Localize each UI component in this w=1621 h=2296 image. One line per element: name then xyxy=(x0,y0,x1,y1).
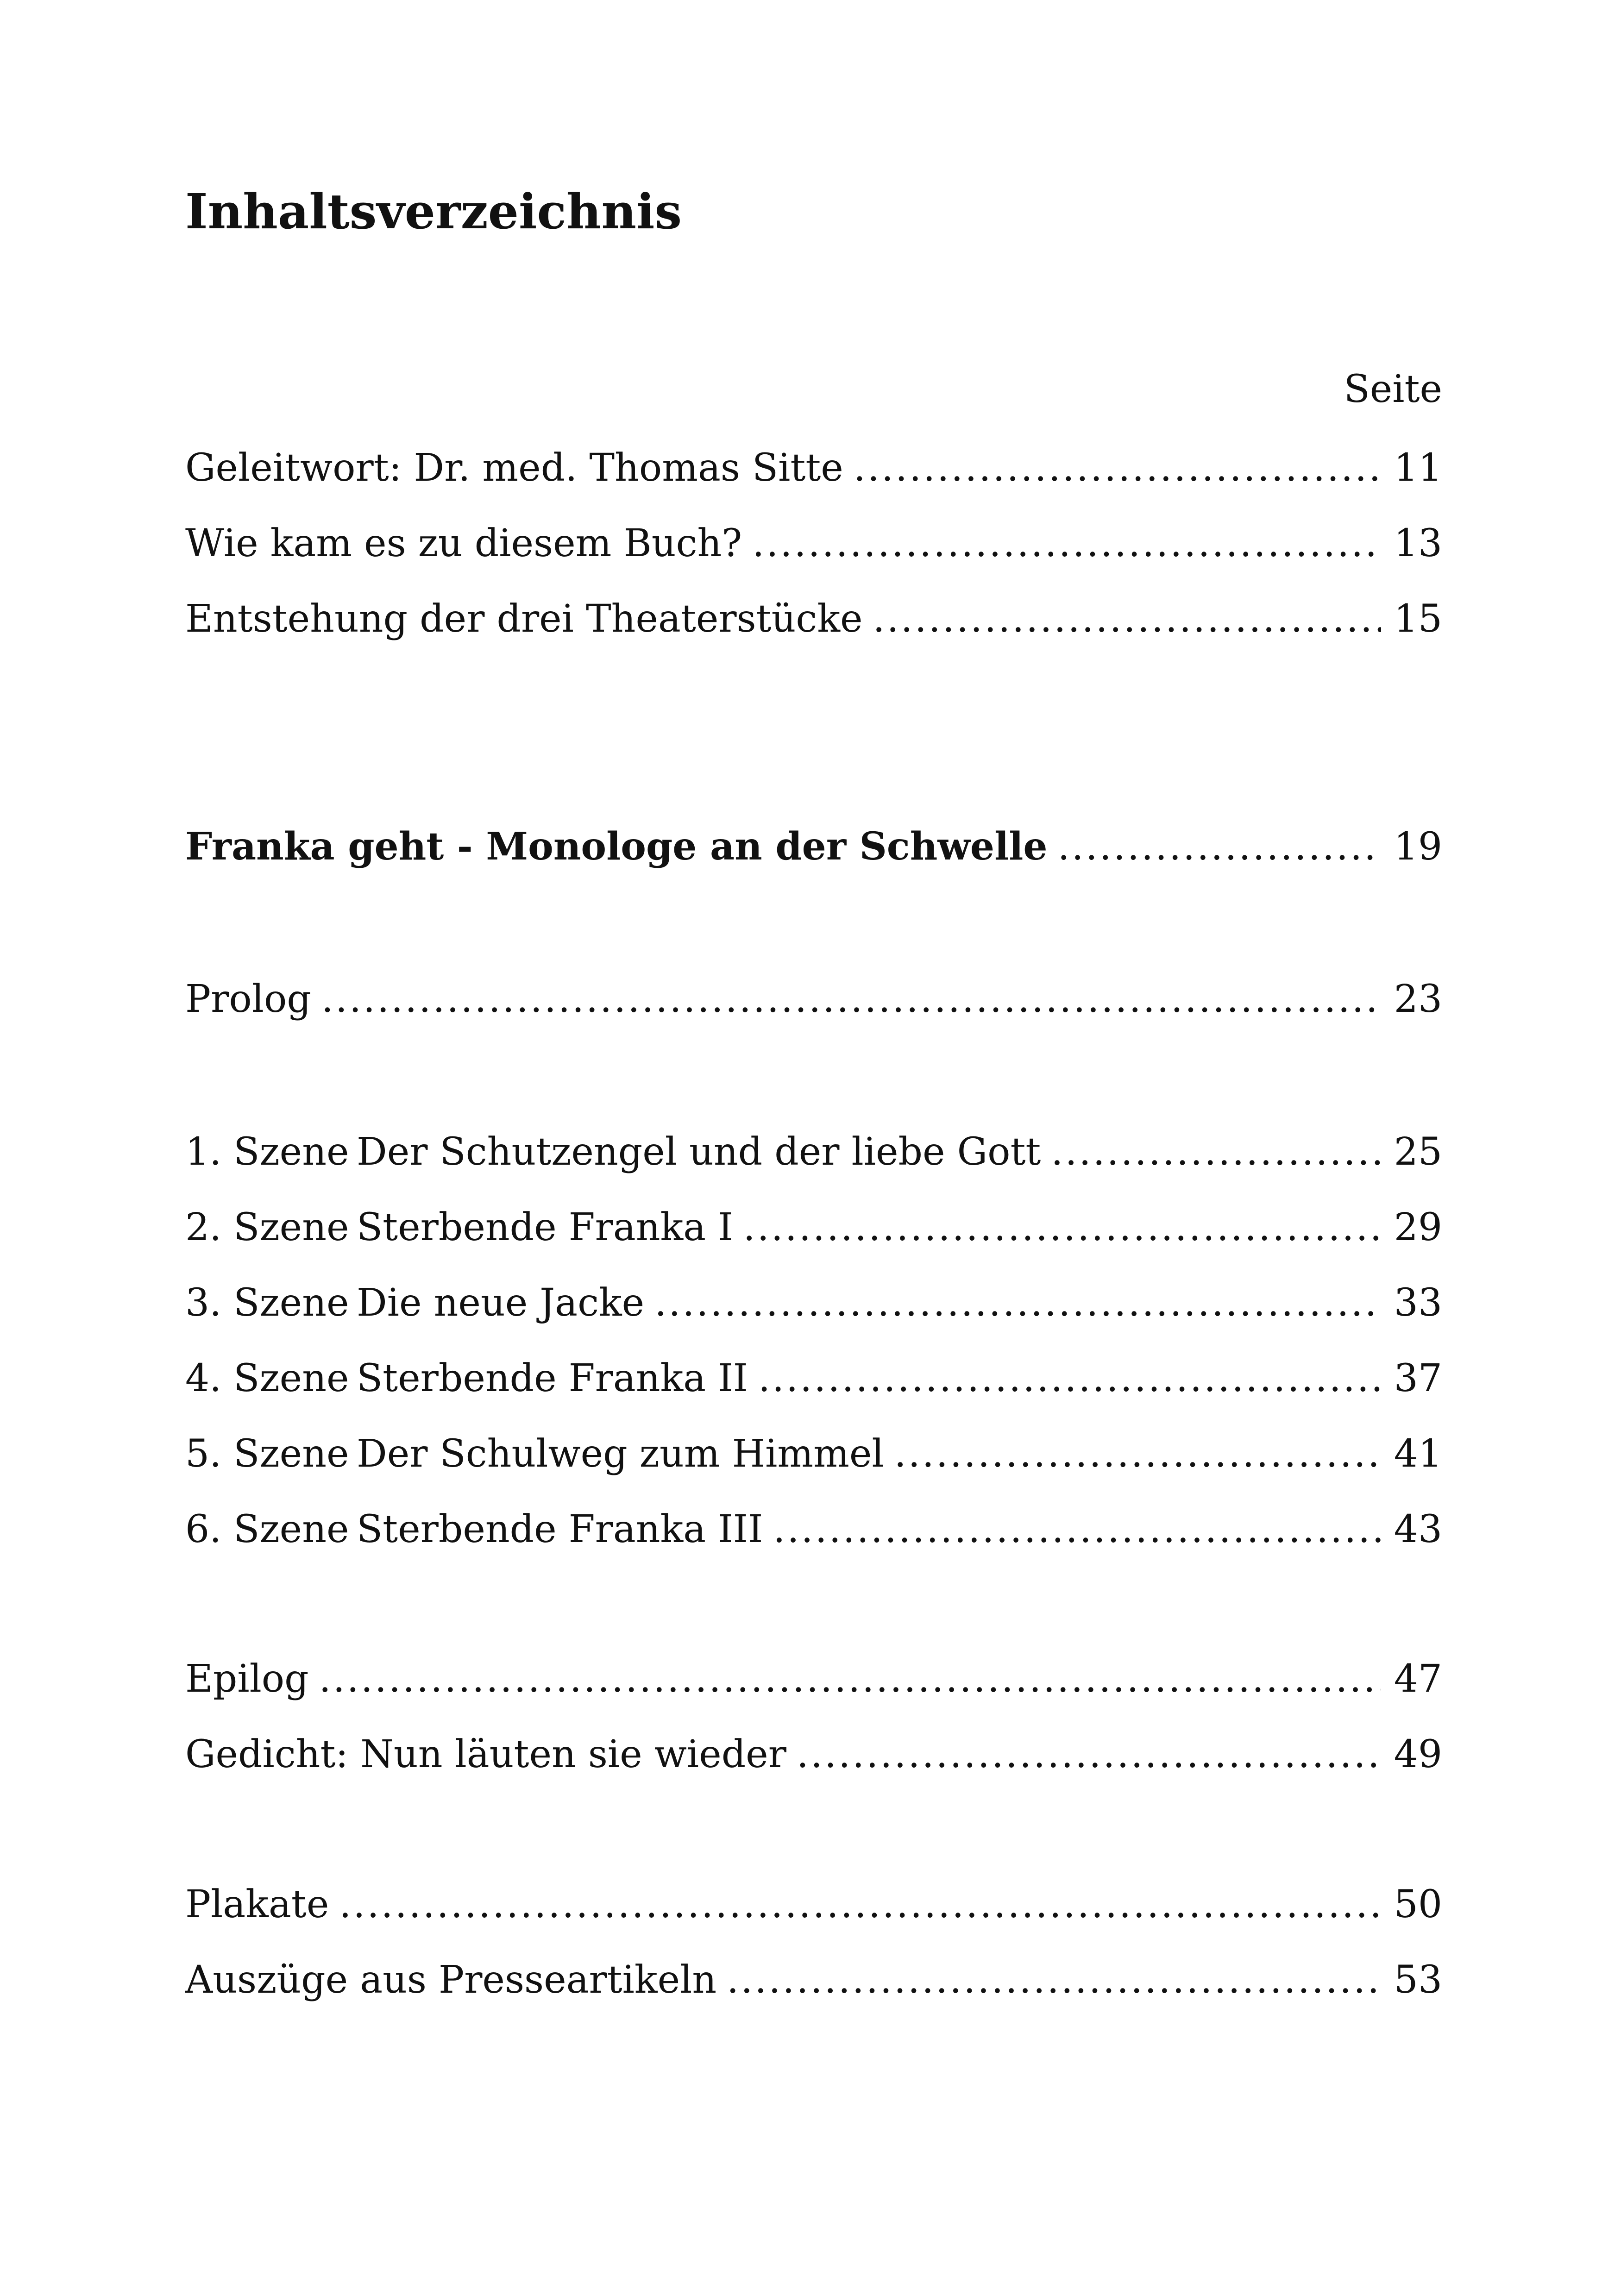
toc-entry-page: 53 xyxy=(1394,1958,1442,2002)
dot-leader xyxy=(319,1660,1381,1698)
toc-entry-scene-1 xyxy=(185,1130,1442,1174)
toc-entry-page: 23 xyxy=(1394,977,1442,1021)
toc-entry-label: Epilog xyxy=(185,1657,309,1701)
toc-entry-page: 19 xyxy=(1394,825,1442,869)
toc-entry-label: Wie kam es zu diesem Buch? xyxy=(185,521,742,565)
toc-entry-gedicht xyxy=(185,1732,1442,1776)
scene-number: 5. Szene xyxy=(185,1432,349,1476)
scene-title: Der Schutzengel und der liebe Gott xyxy=(357,1130,1041,1174)
toc-entry-label: Entstehung der drei Theaterstücke xyxy=(185,597,863,641)
dot-leader xyxy=(339,1886,1381,1924)
toc-entry-page: 47 xyxy=(1394,1657,1442,1701)
toc-entry-scene-2 xyxy=(185,1205,1442,1249)
dot-leader xyxy=(1058,828,1381,866)
toc-entry-label xyxy=(185,1432,884,1476)
scene-number: 2. Szene xyxy=(185,1205,349,1249)
scene-number: 3. Szene xyxy=(185,1281,349,1325)
toc-entry-page: 11 xyxy=(1394,446,1442,490)
scene-title: Sterbende Franka II xyxy=(357,1356,748,1400)
toc-entry-prolog xyxy=(185,977,1442,1021)
toc-entry-scene-3 xyxy=(185,1281,1442,1325)
dot-leader xyxy=(758,1360,1381,1398)
dot-leader xyxy=(752,525,1381,563)
toc-entry-label xyxy=(185,1205,733,1249)
toc-entry-label: Plakate xyxy=(185,1882,329,1926)
toc-entry-entstehung xyxy=(185,597,1442,641)
scene-number: 6. Szene xyxy=(185,1507,349,1551)
dot-leader xyxy=(894,1435,1381,1473)
scene-number: 1. Szene xyxy=(185,1130,349,1174)
toc-entry-label xyxy=(185,1507,763,1551)
dot-leader xyxy=(743,1209,1381,1247)
dot-leader xyxy=(727,1961,1381,1999)
toc-entry-page: 29 xyxy=(1394,1205,1442,1249)
toc-entry-epilog xyxy=(185,1657,1442,1701)
toc-entry-play-title xyxy=(185,824,1442,869)
toc-entry-label: Prolog xyxy=(185,977,311,1021)
toc-entry-label: Gedicht: Nun läuten sie wieder xyxy=(185,1732,786,1776)
toc-entry-presseartikel xyxy=(185,1958,1442,2002)
page-title: Inhaltsverzeichnis xyxy=(185,183,682,240)
toc-entry-page: 41 xyxy=(1394,1432,1442,1476)
toc-entry-page: 33 xyxy=(1394,1281,1442,1325)
scene-number: 4. Szene xyxy=(185,1356,349,1400)
scene-title: Die neue Jacke xyxy=(357,1281,645,1325)
toc-entry-page: 37 xyxy=(1394,1356,1442,1400)
scene-title: Der Schulweg zum Himmel xyxy=(357,1432,884,1476)
toc-entry-label xyxy=(185,1281,645,1325)
dot-leader xyxy=(797,1736,1381,1774)
toc-entry-label: Geleitwort: Dr. med. Thomas Sitte xyxy=(185,446,843,490)
toc-entry-page: 50 xyxy=(1394,1882,1442,1926)
toc-entry-scene-4 xyxy=(185,1356,1442,1400)
toc-entry-label xyxy=(185,1356,748,1400)
toc-entry-wie-kam-es xyxy=(185,521,1442,565)
dot-leader xyxy=(873,600,1381,638)
toc-entry-page: 43 xyxy=(1394,1507,1442,1551)
toc-entry-page: 13 xyxy=(1394,521,1442,565)
toc-entry-scene-6 xyxy=(185,1507,1442,1551)
dot-leader xyxy=(854,449,1381,487)
toc-entry-label: Franka geht - Monologe an der Schwelle xyxy=(185,824,1048,869)
dot-leader xyxy=(1051,1133,1381,1171)
toc-entry-geleitwort xyxy=(185,446,1442,490)
page-column-header: Seite xyxy=(1344,367,1442,411)
scene-title: Sterbende Franka III xyxy=(357,1507,763,1551)
toc-entry-plakate xyxy=(185,1882,1442,1926)
toc-entry-page: 25 xyxy=(1394,1130,1442,1174)
dot-leader xyxy=(773,1511,1381,1549)
toc-entry-label xyxy=(185,1130,1041,1174)
scene-title: Sterbende Franka I xyxy=(357,1205,733,1249)
dot-leader xyxy=(654,1284,1381,1322)
toc-entry-scene-5 xyxy=(185,1432,1442,1476)
toc-entry-page: 15 xyxy=(1394,597,1442,641)
toc-entry-page: 49 xyxy=(1394,1732,1442,1776)
dot-leader xyxy=(321,980,1381,1018)
toc-entry-label: Auszüge aus Presseartikeln xyxy=(185,1958,717,2002)
